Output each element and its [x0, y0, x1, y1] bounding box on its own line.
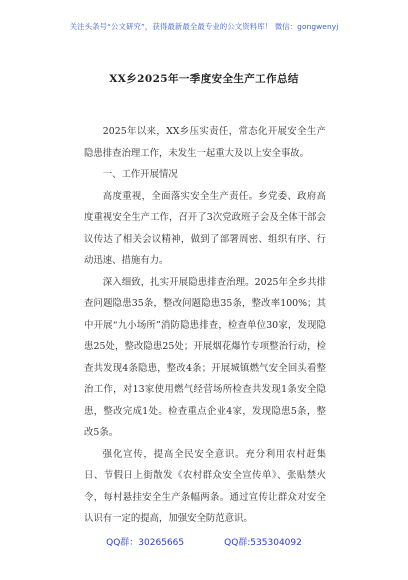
intro-paragraph: 2025年以来，XX乡压实责任，常态化开展安全生产隐患排查治理工作，未发生一起重大及以上安全事故。 — [84, 126, 326, 159]
promo-banner: 关注头条号“公文研究”，获得最新最全最专业的公文资料库！ 微信：gongwenyj — [69, 22, 339, 31]
footer-qq-group-2: QQ群:535304092 — [224, 538, 302, 548]
document-body — [84, 121, 326, 530]
footer-contacts — [0, 535, 408, 548]
paragraph-responsibility: 高度重视，全面落实安全生产责任。乡党委、政府高度重视安全生产工作，召开了3次党政班子会及全体干部会议传达了相关会议精神，做到了部署周密、组织有序、行动迅速、措施有力。 — [84, 190, 326, 266]
footer-qq-group-1: QQ群：30265665 — [106, 538, 185, 548]
document-title: XX乡2025年一季度安全生产工作总结 — [109, 73, 299, 85]
paragraph-publicity: 强化宣传，提高全民安全意识。充分利用农村赶集日、节假日上街散发《农村群众安全宣传单》、张贴禁火令，每村悬挂安全生产条幅两条。通过宣传让群众对安全认识有一定的提高，加强安全防范意识。 — [84, 448, 326, 524]
paragraph-hazard-inspection: 深入细致，扎实开展隐患排查治理。2025年全乡共排查问题隐患35条，整改问题隐患35条，整改率100%；其中开展“九小场所”消防隐患排查，检查单位30家，发现隐患25处，整改隐患25处；开展烟花爆竹专项整治行动，检查共发现4条隐患，整改4条；开展城镇燃气安全回头看整治工作，对13家使用燃气经营场所检查共发现1条安全隐患，整改完成1处。检查重点企业4家，发现隐患5条，整改5条。 — [84, 276, 326, 438]
section-heading: 一、工作开展情况 — [102, 169, 178, 180]
